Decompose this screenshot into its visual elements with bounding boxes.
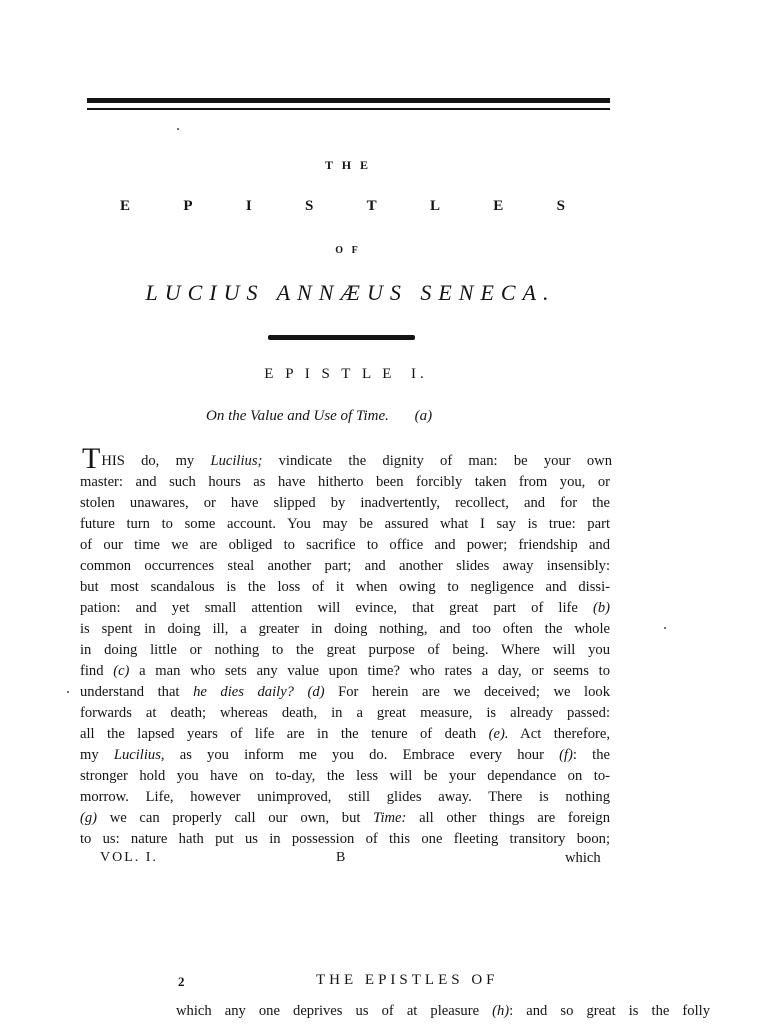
body-line — [80, 808, 610, 829]
body-line: stronger hold you have on to-day, the less will be your dependance on to- — [80, 768, 610, 784]
body-text-italic: he dies daily? (d) — [193, 684, 325, 700]
footnote-ref: (e). — [488, 726, 509, 742]
title-letter: I — [245, 198, 252, 214]
footnote-ref: (h) — [492, 1003, 510, 1019]
epistle-title-note: (a) — [414, 408, 433, 424]
body-text-italic: Lucilius, — [113, 747, 165, 763]
body-line — [80, 682, 610, 703]
running-head: THE EPISTLES OF — [316, 972, 499, 988]
body-text: we can properly call our own, but — [97, 810, 374, 826]
body-text: understand that — [80, 684, 194, 700]
body-text: all other things are foreign — [406, 810, 611, 826]
body-line: stolen unawares, or have slipped by inadvertently, recollect, and for the — [80, 495, 610, 511]
body-line — [80, 598, 610, 619]
ink-speck — [177, 128, 179, 130]
body-line: to us: nature hath put us in possession of this one fleeting transitory boon; — [80, 831, 610, 847]
title-letter: S — [304, 198, 314, 214]
body-line: is spent in doing ill, a greater in doing nothing, and too often the whole — [80, 621, 610, 637]
body-line — [80, 661, 610, 682]
body-text: my — [80, 747, 114, 763]
title-letter: L — [429, 198, 440, 214]
title-of: O F — [335, 245, 361, 256]
body-line: forwards at death; whereas death, in a great measure, is already passed: — [80, 705, 610, 721]
body-line: morrow. Life, however unimproved, still glides away. There is nothing — [80, 789, 610, 805]
drop-cap: T — [82, 442, 101, 475]
body-text: For herein are we deceived; we look — [324, 684, 610, 700]
epistle-heading: E P I S T L E I. — [264, 366, 428, 382]
author-name: LUCIUS ANNÆUS SENECA. — [145, 280, 556, 305]
body-text-italic: Lucilius; — [210, 453, 263, 469]
next-page-line — [176, 1003, 710, 1020]
title-letter: P — [183, 198, 193, 214]
epistle-title — [206, 408, 432, 425]
title-letter: S — [556, 198, 565, 214]
body-text: all the lapsed years of life are in the tenure of death — [80, 726, 489, 742]
body-text: find — [80, 663, 114, 679]
epistle-title-text: On the Value and Use of Time. — [206, 408, 389, 424]
body-text: Act therefore, — [508, 726, 610, 742]
body-text: : the — [572, 747, 610, 763]
body-line: common occurrences steal another part; and another slides away insensibly: — [80, 558, 610, 574]
body-text: vindicate the dignity of man: be your own — [262, 453, 612, 469]
body-line: in doing little or nothing to the great purpose of being. Where will you — [80, 642, 610, 658]
footnote-ref: (b) — [592, 600, 610, 616]
ink-speck — [67, 691, 69, 693]
body-text: as you inform me you do. Embrace every hour — [164, 747, 560, 763]
top-thick-rule — [87, 98, 610, 103]
body-line: master: and such hours as have hitherto been forcibly taken from you, or — [80, 474, 610, 490]
body-text: HIS do, my — [101, 453, 211, 469]
title-the: T H E — [324, 158, 372, 172]
body-text: : and so great is the folly — [509, 1003, 710, 1019]
title-letter: E — [120, 198, 131, 214]
footnote-ref: (f) — [559, 747, 573, 763]
body-line: future turn to some account. You may be assured what I say is true: part — [80, 516, 610, 532]
body-line: but most scandalous is the loss of it when owing to negligence and dissi- — [80, 579, 610, 595]
title-letter: T — [366, 198, 377, 214]
footnote-ref: (c) — [113, 663, 130, 679]
ink-speck — [664, 627, 666, 629]
catchword: which — [565, 850, 601, 866]
body-text: pation: and yet small attention will evince, that great part of life — [80, 600, 593, 616]
body-line — [80, 724, 610, 745]
body-text: which any one deprives us of at pleasure — [176, 1003, 493, 1019]
body-line: of our time we are obliged to sacrifice to office and power; friendship and — [80, 537, 610, 553]
body-line — [80, 745, 610, 766]
title-letter: E — [493, 198, 504, 214]
body-text: a man who sets any value upon time? who rates a day, or seems to — [129, 663, 610, 679]
top-thin-rule — [87, 108, 610, 110]
title-epistles — [120, 198, 565, 215]
signature-mark: B — [336, 850, 346, 865]
title-divider — [268, 335, 415, 340]
body-text-italic: Time: — [373, 810, 407, 826]
volume-label: VOL. I. — [100, 850, 158, 865]
body-line — [82, 442, 612, 475]
footnote-ref: (g) — [80, 810, 98, 826]
page-number: 2 — [178, 974, 185, 989]
